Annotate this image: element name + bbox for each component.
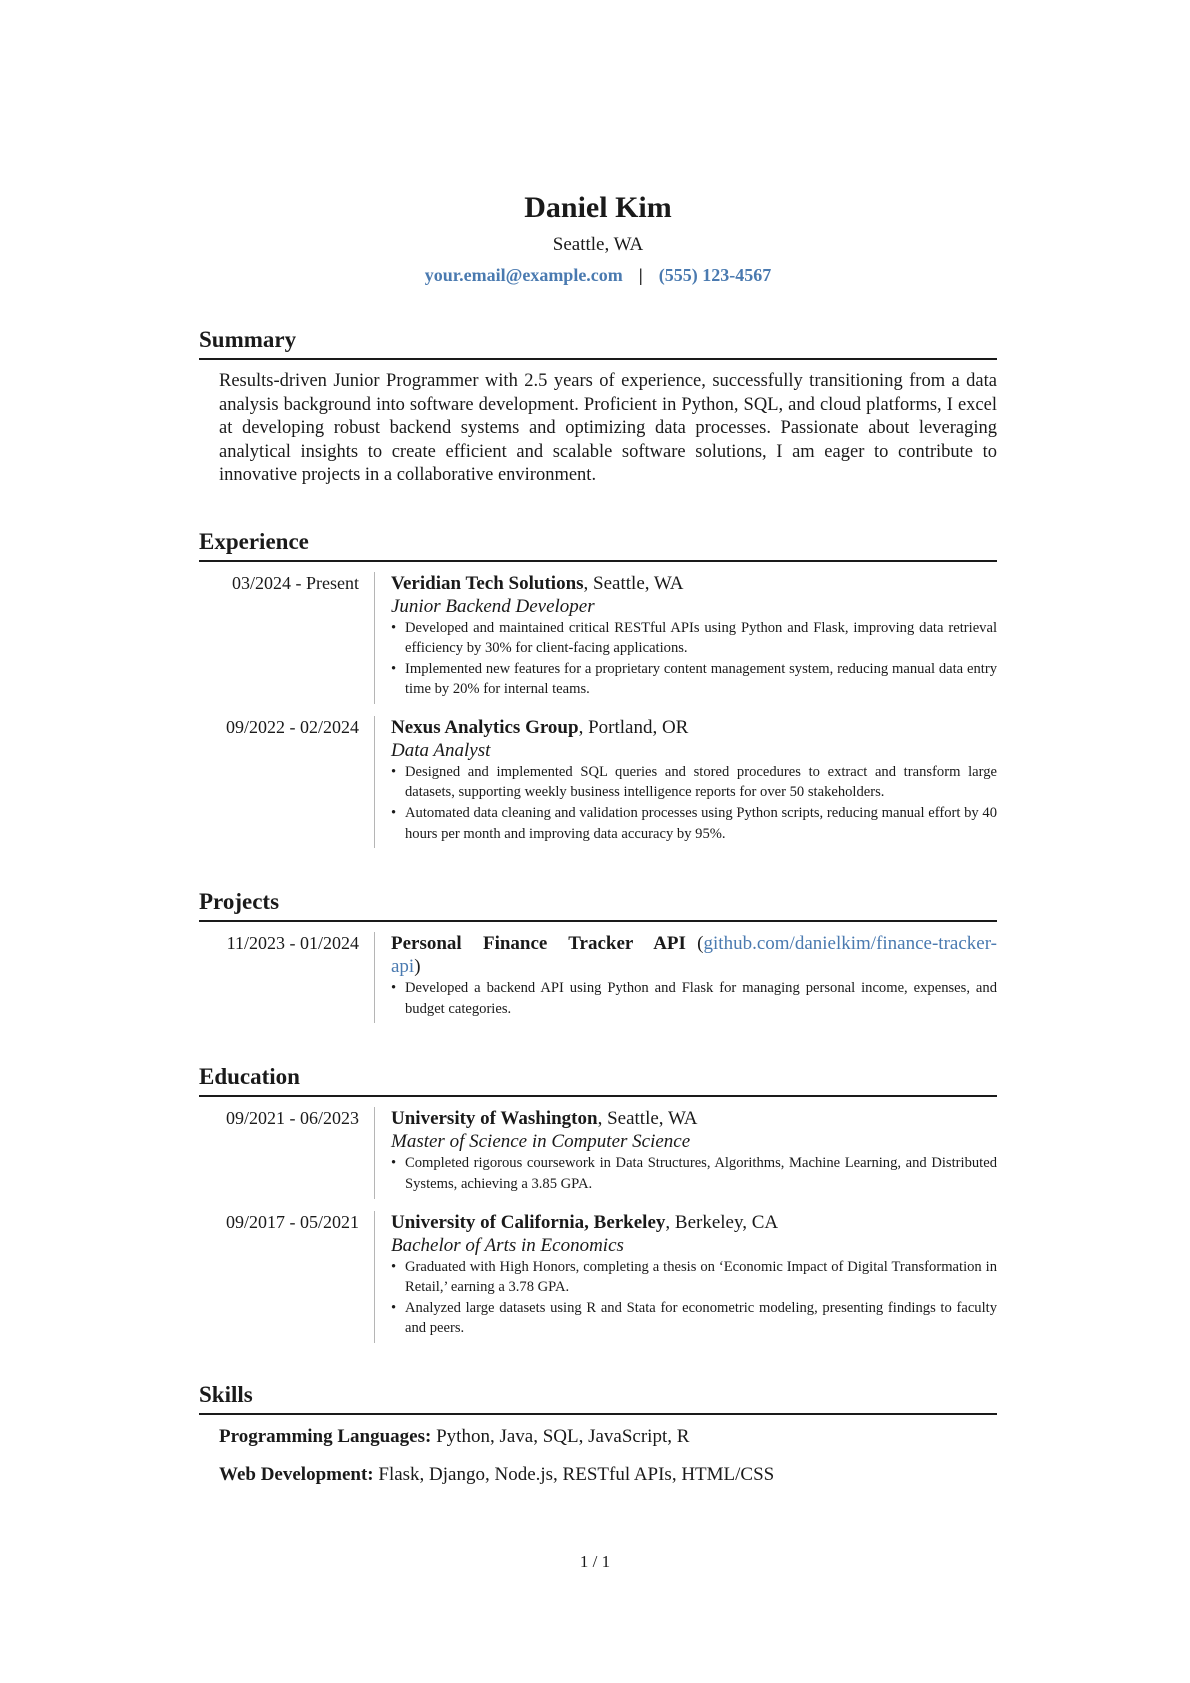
summary-section	[199, 326, 997, 488]
summary-text: Results-driven Junior Programmer with 2.5 years of experience, successfully transitioning from a data analysis background into software development. Proficient in Python, SQL, and cloud platforms, I excel at developing robust backend systems and optimizing data processes. Passionate about leveraging analytical insights to create efficient and scalable software solutions, I am eager to contribute to innovative projects in a collaborative environment.	[219, 371, 997, 485]
bullet-list	[391, 1153, 997, 1194]
entry-body	[374, 1107, 997, 1198]
project-link-open: (	[685, 933, 704, 955]
entry-body	[374, 932, 997, 1023]
bullet-list	[391, 618, 997, 700]
project-heading	[391, 932, 997, 978]
candidate-name: Daniel Kim	[524, 191, 672, 224]
education-entry	[199, 1107, 997, 1198]
bullet-item: • Graduated with High Honors, completing a thesis on ‘Economic Impact of Digital Transformation in Retail,’ earning a 3.78 GPA.	[391, 1257, 997, 1298]
skills-value: Flask, Django, Node.js, RESTful APIs, HTML/CSS	[373, 1464, 775, 1485]
projects-heading: Projects	[199, 888, 997, 922]
experience-section	[199, 528, 997, 849]
entry-date: 09/2017 - 05/2021	[226, 1211, 359, 1232]
skills-value: Python, Java, SQL, JavaScript, R	[431, 1426, 690, 1447]
entry-date: 09/2021 - 06/2023	[226, 1108, 359, 1129]
entry-heading	[391, 1211, 997, 1234]
entry-body	[374, 1211, 997, 1343]
projects-section	[199, 888, 997, 1023]
experience-heading: Experience	[199, 528, 997, 562]
bullet-list	[391, 1257, 997, 1339]
entry-heading	[391, 572, 997, 595]
entry-role: Data Analyst	[391, 739, 491, 761]
resume-page	[199, 190, 997, 1487]
resume-header	[199, 190, 997, 288]
experience-entry	[199, 572, 997, 704]
entry-organization: Veridian Tech Solutions	[391, 572, 584, 594]
entry-place: , Berkeley, CA	[665, 1211, 779, 1233]
skills-label: Web Development:	[219, 1464, 374, 1485]
bullet-item: • Automated data cleaning and validation processes using Python scripts, reducing manual effort by 40 hours per month and improving data accuracy by 95%.	[391, 803, 997, 844]
entry-body	[374, 716, 997, 848]
education-heading: Education	[199, 1063, 997, 1097]
education-entry	[199, 1211, 997, 1343]
email-link[interactable]: your.email@example.com	[424, 265, 623, 285]
entry-heading	[391, 1107, 997, 1130]
education-section	[199, 1063, 997, 1343]
skills-label: Programming Languages:	[219, 1426, 432, 1447]
bullet-item: • Analyzed large datasets using R and Stata for econometric modeling, presenting findings to faculty and peers.	[391, 1298, 997, 1339]
entry-date: 11/2023 - 01/2024	[226, 933, 359, 954]
entry-date: 03/2024 - Present	[232, 572, 359, 593]
project-link-close: )	[414, 956, 421, 978]
entry-degree: Bachelor of Arts in Economics	[391, 1234, 624, 1256]
bullet-list	[391, 978, 997, 1019]
bullet-item: • Designed and implemented SQL queries and stored procedures to extract and transform large datasets, supporting weekly business intelligence reports for over 50 stakeholders.	[391, 762, 997, 803]
contact-line	[199, 262, 997, 288]
skills-heading: Skills	[199, 1381, 997, 1415]
entry-place: , Seattle, WA	[583, 572, 684, 594]
entry-degree: Master of Science in Computer Science	[391, 1131, 691, 1153]
experience-entry	[199, 716, 997, 848]
phone-link[interactable]: (555) 123-4567	[658, 265, 772, 285]
bullet-item: • Implemented new features for a proprietary content management system, reducing manual data entry time by 20% for internal teams.	[391, 659, 997, 700]
entry-place: , Seattle, WA	[597, 1108, 698, 1130]
entry-organization: Nexus Analytics Group	[391, 716, 579, 738]
entry-heading	[391, 716, 997, 739]
skills-section	[199, 1381, 997, 1487]
entry-place: , Portland, OR	[578, 716, 689, 738]
skills-row	[199, 1425, 997, 1449]
page-number: 1 / 1	[579, 1552, 611, 1571]
project-name: Personal Finance Tracker API	[391, 933, 686, 955]
project-entry	[199, 932, 997, 1023]
entry-organization: University of California, Berkeley	[391, 1211, 666, 1233]
bullet-item: • Developed and maintained critical RESTful APIs using Python and Flask, improving data retrieval efficiency by 30% for client-facing applications.	[391, 618, 997, 659]
bullet-item: • Developed a backend API using Python and Flask for managing personal income, expenses, and budget categories.	[391, 978, 997, 1019]
project-repo-link[interactable]: github.com/danielkim/finance-tracker-api	[391, 933, 997, 978]
entry-role: Junior Backend Developer	[391, 595, 595, 617]
bullet-list	[391, 762, 997, 844]
skills-row	[199, 1463, 997, 1487]
entry-organization: University of Washington	[391, 1108, 598, 1130]
bullet-item: • Completed rigorous coursework in Data Structures, Algorithms, Machine Learning, and Distributed Systems, achieving a 3.85 GPA.	[391, 1153, 997, 1194]
entry-body	[374, 572, 997, 704]
contact-separator: |	[638, 265, 643, 285]
entry-date: 09/2022 - 02/2024	[226, 716, 359, 737]
summary-heading: Summary	[199, 326, 997, 360]
candidate-location: Seattle, WA	[552, 234, 644, 255]
